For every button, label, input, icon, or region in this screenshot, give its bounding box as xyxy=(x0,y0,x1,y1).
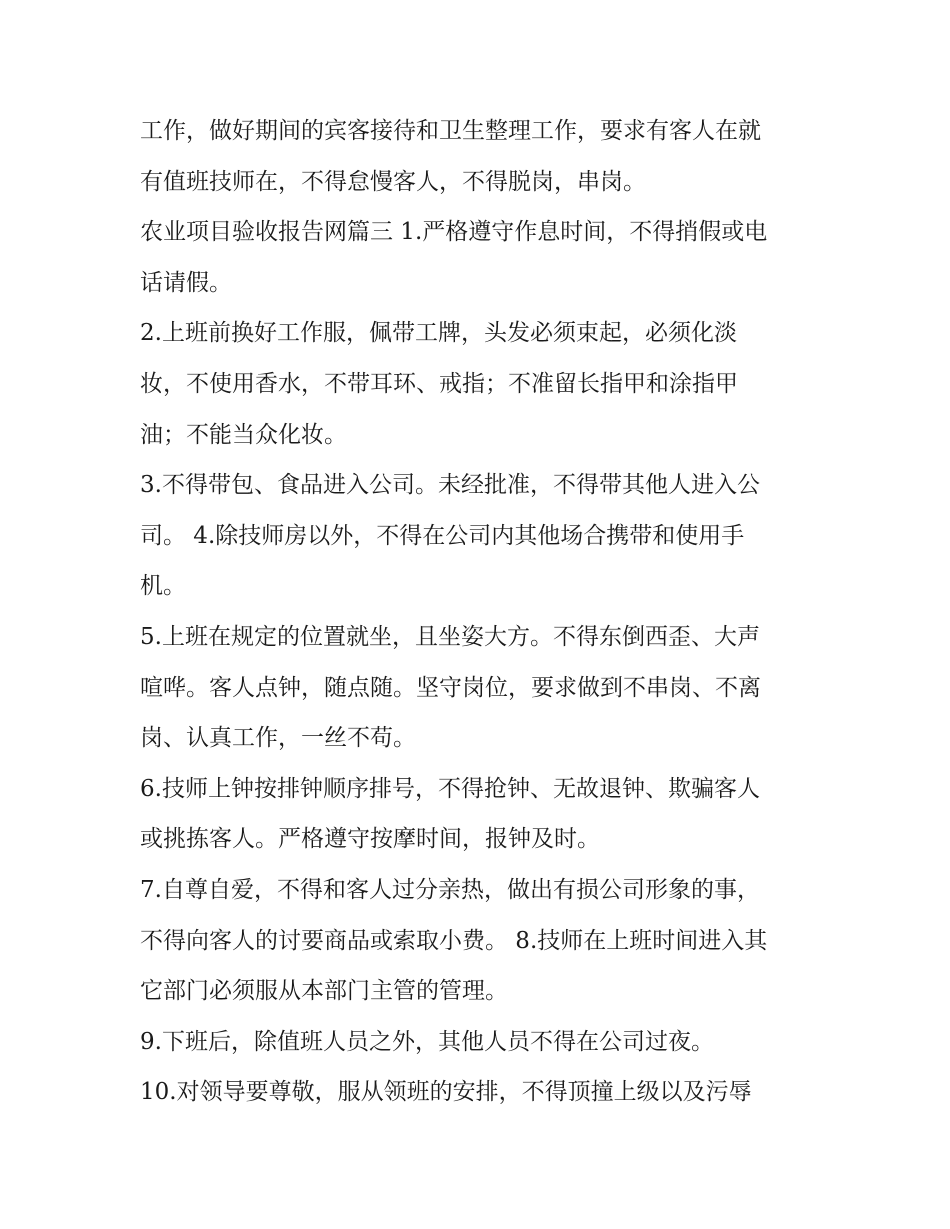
text-line: 工作，做好期间的宾客接待和卫生整理工作，要求有客人在就 xyxy=(140,118,761,144)
text-line: 10.对领导要尊敬，服从领班的安排，不得顶撞上级以及污辱 xyxy=(140,1079,752,1106)
text-line: 或挑拣客人。严格遵守按摩时间，报钟及时。 xyxy=(140,826,600,853)
text-line: 司。 4.除技师房以外，不得在公司内其他场合携带和使用手 xyxy=(140,522,745,549)
text-line: 7.自尊自爱，不得和客人过分亲热，做出有损公司形象的事， xyxy=(140,876,760,903)
text-line: 2.上班前换好工作服，佩带工牌，头发必须束起，必须化淡 xyxy=(140,320,737,347)
text-line: 油；不能当众化妆。 xyxy=(140,421,347,448)
document-body xyxy=(140,106,820,1118)
text-line: 农业项目验收报告网篇三 1.严格遵守作息时间，不得捎假或电 xyxy=(140,219,768,246)
text-line: 6.技师上钟按排钟顺序排号，不得抢钟、无故退钟、欺骗客人 xyxy=(140,775,760,802)
text-line: 不得向客人的讨要商品或索取小费。 8.技师在上班时间进入其 xyxy=(140,927,768,954)
text-line: 妆，不使用香水，不带耳环、戒指；不准留长指甲和涂指甲 xyxy=(140,370,738,397)
text-line: 3.不得带包、食品进入公司。未经批准，不得带其他人进入公 xyxy=(140,472,760,499)
text-line: 喧哗。客人点钟，随点随。坚守岗位，要求做到不串岗、不离 xyxy=(140,674,761,701)
text-line: 有值班技师在，不得怠慢客人，不得脱岗，串岗。 xyxy=(140,168,646,195)
text-line: 9.下班后，除值班人员之外，其他人员不得在公司过夜。 xyxy=(140,1028,714,1055)
text-line: 话请假。 xyxy=(140,269,232,296)
text-line: 5.上班在规定的位置就坐，且坐姿大方。不得东倒西歪、大声 xyxy=(140,623,760,650)
text-line: 机。 xyxy=(140,573,186,600)
text-line: 岗、认真工作，一丝不苟。 xyxy=(140,725,416,752)
text-line: 它部门必须服从本部门主管的管理。 xyxy=(140,978,508,1005)
